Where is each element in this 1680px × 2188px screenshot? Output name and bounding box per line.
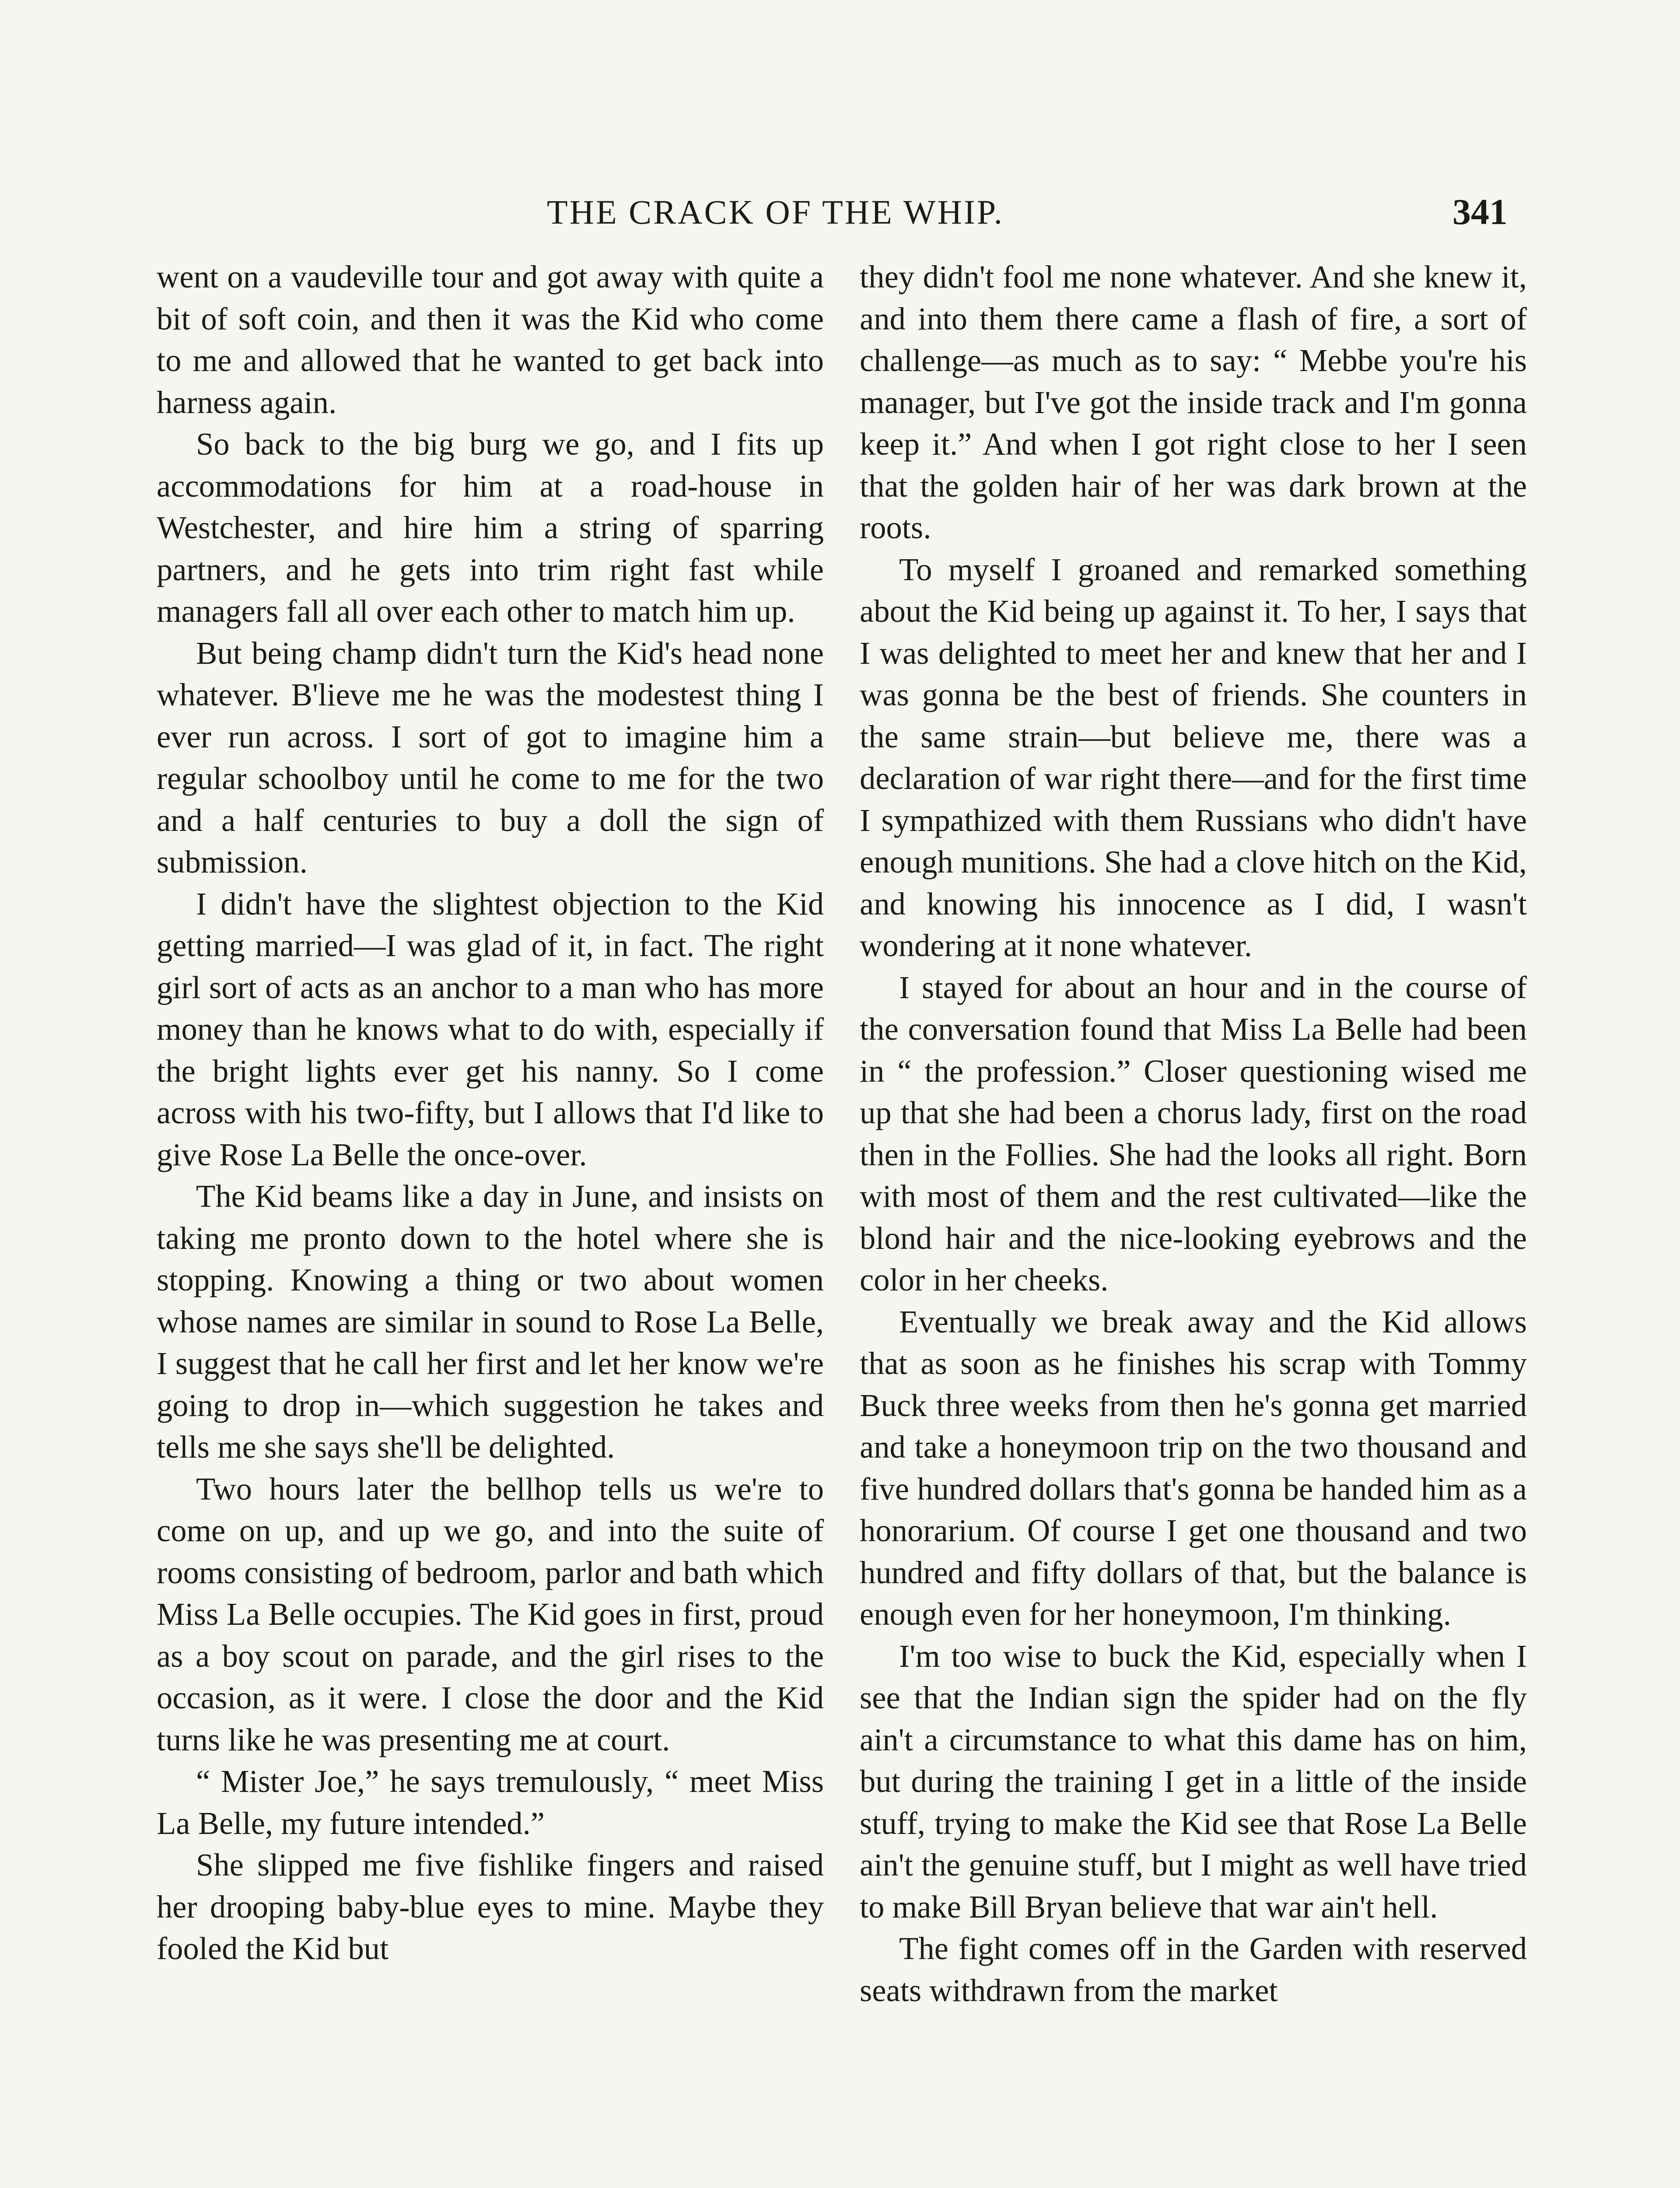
paragraph: Eventually we break away and the Kid allows that as soon as he finishes his scrap with Tommy Buck three weeks from then he's gonna get married and take a honeymoon trip on the two thousand and five hundred dollars that's gonna be handed him as a honorarium. Of course I get one thousand and two hundred and fifty dollars of that, but the balance is enough even for her honeymoon, I'm thinking.	[860, 1304, 1527, 1632]
paragraph: She slipped me five fishlike fingers and raised her drooping baby-blue eyes to mine. Maybe they fooled the Kid but	[157, 1847, 824, 1966]
paragraph: So back to the big burg we go, and I fits up accommodations for him at a road-house in Westchester, and hire him a string of sparring partners, and he gets into trim right fast while managers fall all over each other to match him up.	[157, 426, 824, 629]
left-column	[157, 256, 824, 2188]
paragraph: I'm too wise to buck the Kid, especially when I see that the Indian sign the spider had on the fly ain't a circumstance to what this dame has on him, but during the training I get in a little of the inside stuff, trying to make the Kid see that Rose La Belle ain't the genuine stuff, but I might as well have tried to make Bill Bryan believe that war ain't hell.	[860, 1638, 1527, 1925]
paragraph: The fight comes off in the Garden with reserved seats withdrawn from the market	[860, 1931, 1527, 2008]
paragraph: Two hours later the bellhop tells us we're to come on up, and up we go, and into the suite of rooms consisting of bedroom, parlor and bath which Miss La Belle occupies. The Kid goes in first, proud as a boy scout on parade, and the girl rises to the occasion, as it were. I close the door and the Kid turns like he was presenting me at court.	[157, 1471, 824, 1757]
paragraph: To myself I groaned and remarked something about the Kid being up against it. To her, I says that I was delighted to meet her and knew that her and I was gonna be the best of friends. She counters in the same strain—but believe me, there was a declaration of war right there—and for the first time I sympathized with them Russians who didn't have enough munitions. She had a clove hitch on the Kid, and knowing his innocence as I did, I wasn't wondering at it none whatever.	[860, 551, 1527, 963]
paragraph: “ Mister Joe,” he says tremulously, “ meet Miss La Belle, my future intended.”	[157, 1764, 824, 1841]
paragraph: I didn't have the slightest objection to the Kid getting married—I was glad of it, in fact. The right girl sort of acts as an anchor to a man who has more money than he knows what to do with, especially if the bright lights ever get his nanny. So I come across with his two-fifty, but I allows that I'd like to give Rose La Belle the once-over.	[157, 886, 824, 1172]
paragraph: I stayed for about an hour and in the course of the conversation found that Miss La Belle had been in “ the profession.” Closer questioning wised me up that she had been a chorus lady, first on the road then in the Follies. She had the looks all right. Born with most of them and the rest cultivated—like the blond hair and the nice-looking eyebrows and the color in her cheeks.	[860, 969, 1527, 1297]
right-column	[860, 256, 1527, 2188]
paragraph: But being champ didn't turn the Kid's head none whatever. B'lieve me he was the modestest thing I ever run across. I sort of got to imagine him a regular schoolboy until he come to me for the two and a half centuries to buy a doll the sign of submission.	[157, 635, 824, 880]
page-number: 341	[1452, 192, 1508, 232]
paragraph: went on a vaudeville tour and got away with quite a bit of soft coin, and then it was the Kid who come to me and allowed that he wanted to get back into harness again.	[157, 259, 824, 420]
running-header	[0, 188, 1680, 236]
running-title: THE CRACK OF THE WHIP.	[547, 193, 1004, 231]
paragraph: The Kid beams like a day in June, and insists on taking me pronto down to the hotel where she is stopping. Knowing a thing or two about women whose names are similar in sound to Rose La Belle, I suggest that he call her first and let her know we're going to drop in—which suggestion he takes and tells me she says she'll be delighted.	[157, 1178, 824, 1465]
paragraph: they didn't fool me none whatever. And she knew it, and into them there came a flash of fire, a sort of challenge—as much as to say: “ Mebbe you're his manager, but I've got the inside track and I'm gonna keep it.” And when I got right close to her I seen that the golden hair of her was dark brown at the roots.	[860, 259, 1527, 545]
